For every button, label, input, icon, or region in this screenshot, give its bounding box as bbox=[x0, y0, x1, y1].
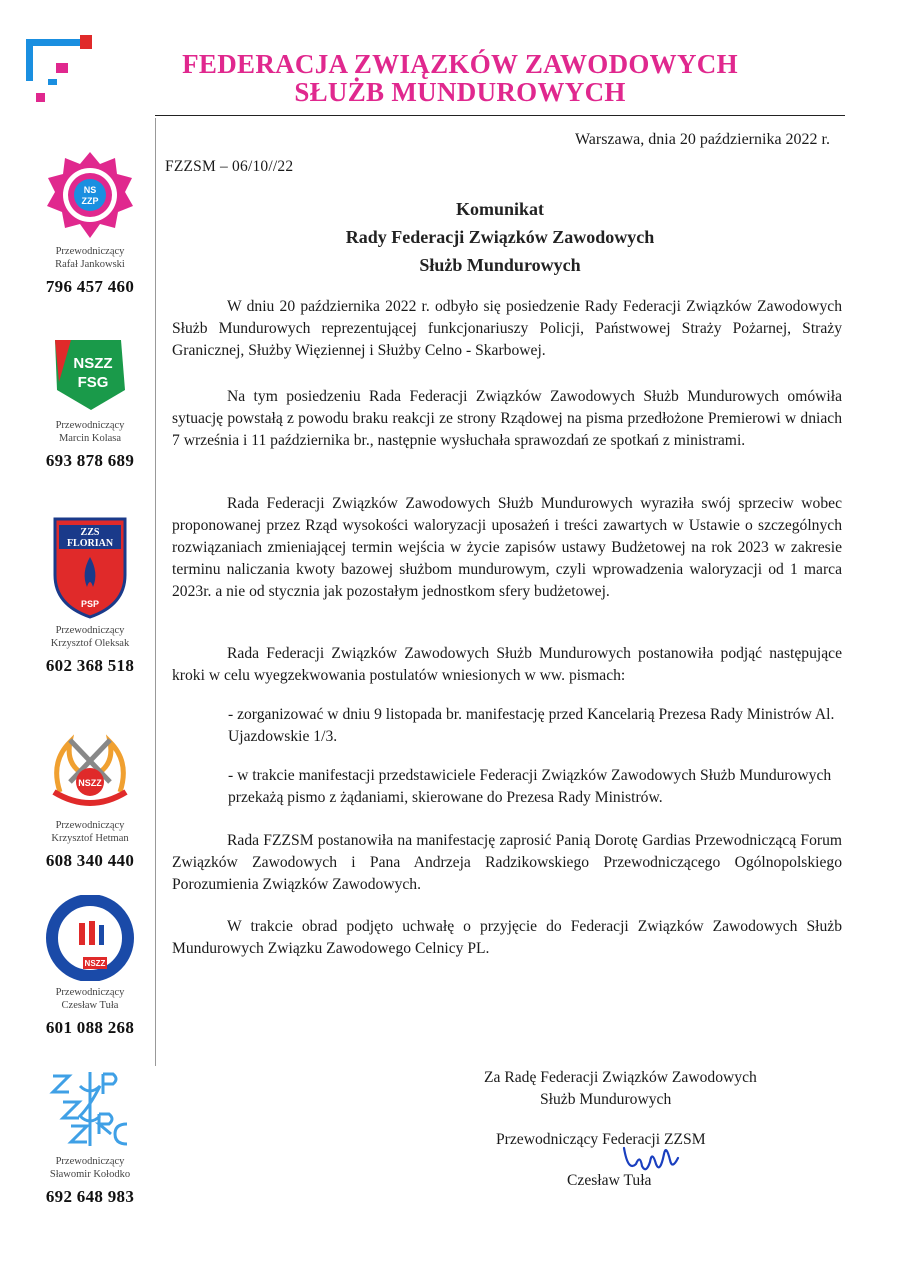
title-line: Służb Mundurowych bbox=[419, 255, 581, 275]
chair-phone: 601 088 268 bbox=[45, 1018, 135, 1037]
signature-line1: Za Radę Federacji Związków Zawodowych bbox=[484, 1069, 757, 1086]
svg-text:FLORIAN: FLORIAN bbox=[66, 538, 114, 549]
paragraph-text: Rada Federacji Związków Zawodowych Służb Mundurowych postanowiła podjąć następujące kroki w celu wyegzekwowania postulatów wniesionych w ww. pismach: bbox=[172, 645, 842, 684]
chair-phone: 692 648 983 bbox=[45, 1187, 135, 1206]
federation-title bbox=[100, 50, 820, 106]
body-paragraph bbox=[172, 386, 842, 452]
federation-logo-icon bbox=[24, 35, 94, 107]
chair-label: Przewodniczący bbox=[55, 246, 125, 257]
chair-name: Czesław Tuła bbox=[61, 1000, 119, 1011]
document-title bbox=[220, 195, 780, 279]
title-line: Komunikat bbox=[455, 199, 545, 219]
sidebar-entry-florian bbox=[20, 515, 160, 676]
svg-text:ZZP: ZZP bbox=[81, 196, 99, 206]
sidebar-entry-nszz-fsg bbox=[20, 332, 160, 471]
svg-text:NS: NS bbox=[83, 185, 97, 195]
svg-text:PSP: PSP bbox=[80, 599, 100, 609]
pozarnictwa-logo-icon bbox=[40, 722, 140, 814]
action-item: - w trakcie manifestacji przedstawiciele Federacji Związków Zawodowych Służb Mundurowych przekażą pismo z żądaniami, skierowane do Prezesa Rady Ministrów. bbox=[228, 767, 832, 806]
title-line: Rady Federacji Związków Zawodowych bbox=[345, 227, 655, 247]
wieziennictwa-logo-icon bbox=[45, 895, 135, 981]
chair-label: Przewodniczący bbox=[55, 1156, 125, 1167]
chair-name: Rafał Jankowski bbox=[55, 259, 125, 270]
paragraph-text: Rada Federacji Związków Zawodowych Służb Mundurowych wyraziła swój sprzeciw wobec proponowanej przez Rząd wysokości waloryzacji uposażeń i treści zawartych w Ustawie o szczególnych rozwiązaniach zmieniającej termin wejścia w życie zapisów ustawy Budżetowej na rok 2023 w zakresie terminu naliczania kwoty bazowej służbom mundurowym, czyli wprowadzenia waloryzacji od 1 marca 2023r. a nie od stycznia jak pozostałym jednostkom sfery budżetowej. bbox=[172, 495, 842, 600]
body-paragraph bbox=[172, 916, 842, 960]
sidebar-entry-wieziennictwa bbox=[20, 895, 160, 1038]
sidebar-entry-zzscp bbox=[20, 1066, 160, 1207]
svg-text:NSZZ: NSZZ bbox=[73, 355, 113, 372]
federation-title-line1: FEDERACJA ZWIĄZKÓW ZAWODOWYCH bbox=[182, 49, 738, 79]
chair-phone: 693 878 689 bbox=[45, 451, 135, 470]
signature-line2: Służb Mundurowych bbox=[540, 1091, 672, 1108]
paragraph-text: Rada FZZSM postanowiła na manifestację zaprosić Panią Dorotę Gardias Przewodniczącą Forum Związków Zawodowych i Pana Andrzeja Radzikowskiego Przewodniczącego Ogólnopolskiego Porozumienia Związków Zawodowych. bbox=[172, 832, 842, 893]
chair-phone: 608 340 440 bbox=[45, 851, 135, 870]
chair-name: Marcin Kolasa bbox=[58, 433, 122, 444]
body-paragraph bbox=[172, 296, 842, 362]
svg-text:ZZS: ZZS bbox=[80, 527, 100, 538]
svg-text:FSG: FSG bbox=[77, 374, 109, 391]
body-paragraph bbox=[172, 830, 842, 896]
nszzp-logo-icon bbox=[45, 150, 135, 240]
chair-name: Krzysztof Oleksak bbox=[50, 638, 130, 649]
reference-number: FZZSM – 06/10//22 bbox=[165, 158, 294, 175]
chair-label: Przewodniczący bbox=[55, 820, 125, 831]
chair-label: Przewodniczący bbox=[55, 420, 125, 431]
chair-name: Krzysztof Hetman bbox=[51, 833, 129, 844]
action-item: - zorganizować w dniu 9 listopada br. manifestację przed Kancelarią Prezesa Rady Ministrów Al. Ujazdowskie 1/3. bbox=[228, 706, 835, 745]
federation-title-line2: SŁUŻB MUNDUROWYCH bbox=[294, 77, 626, 107]
chair-name: Sławomir Kołodko bbox=[49, 1169, 131, 1180]
paragraph-text: W trakcie obrad podjęto uchwałę o przyjęcie do Federacji Związków Zawodowych Służb Mundurowych Związku Zawodowego Celnicy PL. bbox=[172, 918, 842, 957]
nszz-fsg-logo-icon bbox=[49, 332, 131, 414]
paragraph-text: W dniu 20 października 2022 r. odbyło się posiedzenie Rady Federacji Związków Zawodowych Służb Mundurowych reprezentującej funkcjonariuszy Policji, Państwowej Straży Pożarnej, Straży Granicznej, Służby Więziennej i Służby Celno - Skarbowej. bbox=[172, 298, 842, 359]
header-divider bbox=[155, 115, 845, 116]
chair-label: Przewodniczący bbox=[55, 625, 125, 636]
zzscp-logo-icon bbox=[35, 1066, 145, 1150]
body-paragraph bbox=[172, 643, 842, 687]
paragraph-text: Na tym posiedzeniu Rada Federacji Związków Zawodowych Służb Mundurowych omówiła sytuację powstałą z powodu braku reakcji ze strony Rządowej na pisma przedłożone Premierowi w dniach 7 września i 11 października br., następnie wysłuchała sprawozdań ze spotkań z ministrami. bbox=[172, 388, 842, 449]
signature-name: Czesław Tuła bbox=[567, 1172, 652, 1189]
florian-logo-icon bbox=[51, 515, 129, 619]
body-paragraph bbox=[172, 493, 842, 603]
chair-phone: 602 368 518 bbox=[45, 656, 135, 675]
sidebar-entry-pozarnictwa bbox=[20, 722, 160, 871]
chair-label: Przewodniczący bbox=[55, 987, 125, 998]
sidebar-entry-nszzp bbox=[20, 150, 160, 297]
signature-role: Przewodniczący Federacji ZZSM bbox=[496, 1131, 706, 1148]
city-date: Warszawa, dnia 20 października 2022 r. bbox=[574, 131, 830, 148]
svg-text:NSZZ: NSZZ bbox=[84, 959, 106, 968]
chair-phone: 796 457 460 bbox=[45, 277, 135, 296]
svg-text:NSZZ: NSZZ bbox=[78, 778, 102, 788]
